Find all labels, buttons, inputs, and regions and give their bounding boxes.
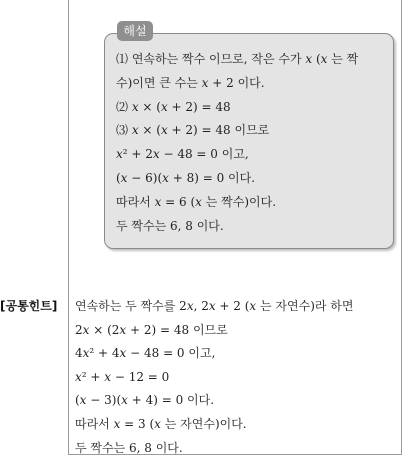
hint-line: 2𝑥 × (2𝑥 + 2) = 48 이므로 <box>75 322 228 337</box>
common-hint-text <box>75 297 400 462</box>
hint-line: (𝑥 − 3)(𝑥 + 4) = 0 이다. <box>75 393 215 408</box>
explanation-line: 두 짝수는 6, 8 이다. <box>116 218 224 233</box>
explanation-line: ⑴ 연속하는 짝수 이므로, 작은 수가 𝑥 (𝑥 는 짝 <box>116 52 359 66</box>
explanation-text <box>116 50 392 240</box>
explanation-line: 따라서 𝑥 = 6 (𝑥 는 짝수)이다. <box>116 194 277 209</box>
explanation-line: ⑵ 𝑥 × (𝑥 + 2) = 48 <box>116 99 231 114</box>
explanation-line: (𝑥 − 6)(𝑥 + 8) = 0 이다. <box>116 170 256 185</box>
hint-line: 4𝑥² + 4𝑥 − 48 = 0 이고, <box>75 346 216 361</box>
hint-line: 연속하는 두 짝수를 2𝑥, 2𝑥 + 2 (𝑥 는 자연수)라 하면 <box>75 299 354 313</box>
explanation-tab: 해설 <box>117 21 153 41</box>
hint-line: 두 짝수는 6, 8 이다. <box>75 440 183 455</box>
explanation-line: ⑶ 𝑥 × (𝑥 + 2) = 48 이므로 <box>116 123 270 138</box>
explanation-line: 𝑥² + 2𝑥 − 48 = 0 이고, <box>116 147 249 162</box>
hint-line: 따라서 𝑥 = 3 (𝑥 는 자연수)이다. <box>75 416 247 431</box>
hint-line: 𝑥² + 𝑥 − 12 = 0 <box>75 369 170 384</box>
explanation-line: 수)이면 큰 수는 𝑥 + 2 이다. <box>116 75 265 90</box>
common-hint-label: [공통힌트] <box>0 299 58 313</box>
